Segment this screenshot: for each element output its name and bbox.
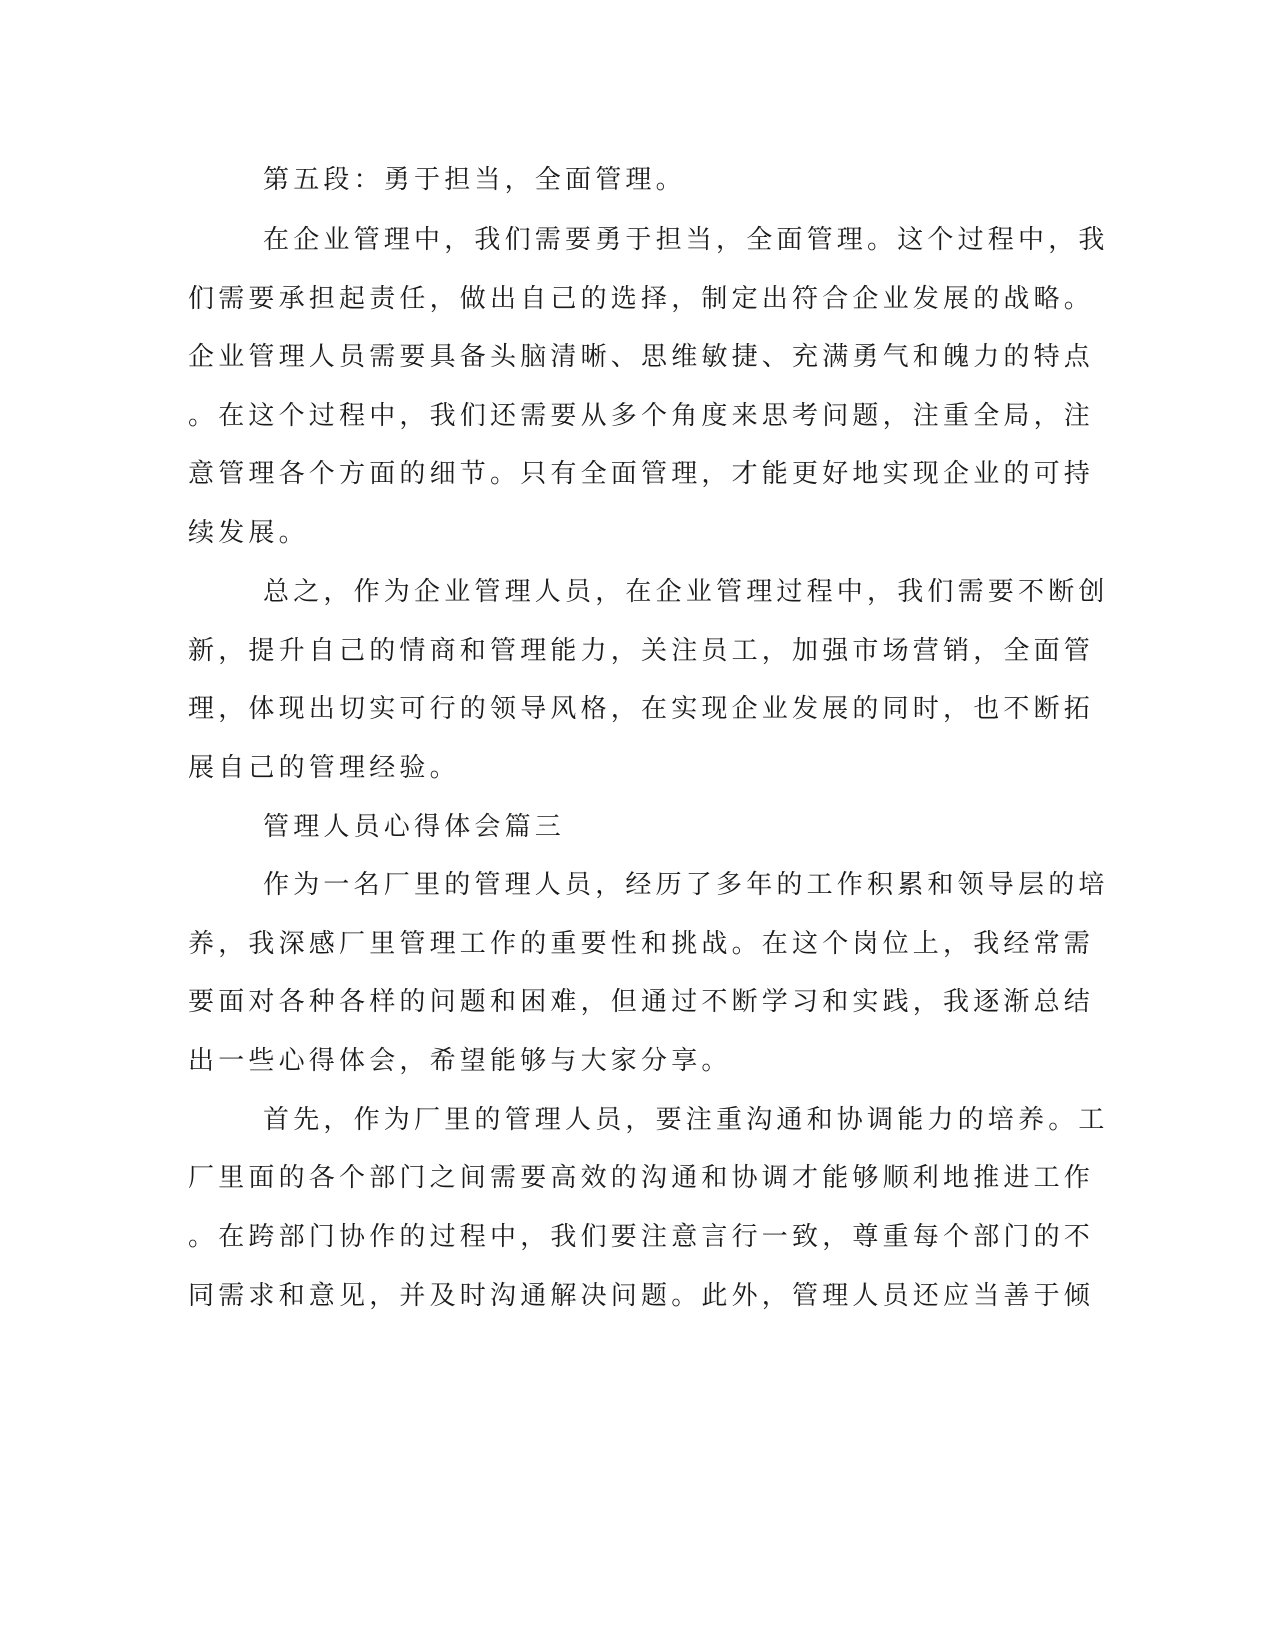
paragraph-line: 总之，作为企业管理人员，在企业管理过程中，我们需要不断创 xyxy=(263,577,1109,607)
paragraph-line: 出一些心得体会，希望能够与大家分享。 xyxy=(188,1046,732,1076)
paragraph-line: 在企业管理中，我们需要勇于担当，全面管理。这个过程中，我 xyxy=(263,225,1109,255)
paragraph-line: 展自己的管理经验。 xyxy=(188,753,460,783)
paragraph-line: 们需要承担起责任，做出自己的选择，制定出符合企业发展的战略。 xyxy=(188,284,1095,314)
paragraph-line: 作为一名厂里的管理人员，经历了多年的工作积累和领导层的培 xyxy=(263,870,1109,900)
paragraph-line: 养，我深感厂里管理工作的重要性和挑战。在这个岗位上，我经常需 xyxy=(188,929,1095,959)
paragraph-line: 。在这个过程中，我们还需要从多个角度来思考问题，注重全局，注 xyxy=(188,401,1095,431)
section-heading: 管理人员心得体会篇三 xyxy=(263,812,566,842)
paragraph-line: 要面对各种各样的问题和困难，但通过不断学习和实践，我逐渐总结 xyxy=(188,987,1095,1017)
paragraph-line: 理，体现出切实可行的领导风格，在实现企业发展的同时，也不断拓 xyxy=(188,694,1095,724)
paragraph-line: 续发展。 xyxy=(188,518,309,548)
section-heading: 第五段：勇于担当，全面管理。 xyxy=(263,165,686,195)
paragraph-line: 意管理各个方面的细节。只有全面管理，才能更好地实现企业的可持 xyxy=(188,459,1095,489)
paragraph-line: 。在跨部门协作的过程中，我们要注意言行一致，尊重每个部门的不 xyxy=(188,1222,1095,1252)
paragraph-line: 同需求和意见，并及时沟通解决问题。此外，管理人员还应当善于倾 xyxy=(188,1281,1095,1311)
paragraph-line: 首先，作为厂里的管理人员，要注重沟通和协调能力的培养。工 xyxy=(263,1105,1109,1135)
paragraph-line: 新，提升自己的情商和管理能力，关注员工，加强市场营销，全面管 xyxy=(188,636,1095,666)
paragraph-line: 企业管理人员需要具备头脑清晰、思维敏捷、充满勇气和魄力的特点 xyxy=(188,342,1095,372)
paragraph-line: 厂里面的各个部门之间需要高效的沟通和协调才能够顺利地推进工作 xyxy=(188,1163,1095,1193)
